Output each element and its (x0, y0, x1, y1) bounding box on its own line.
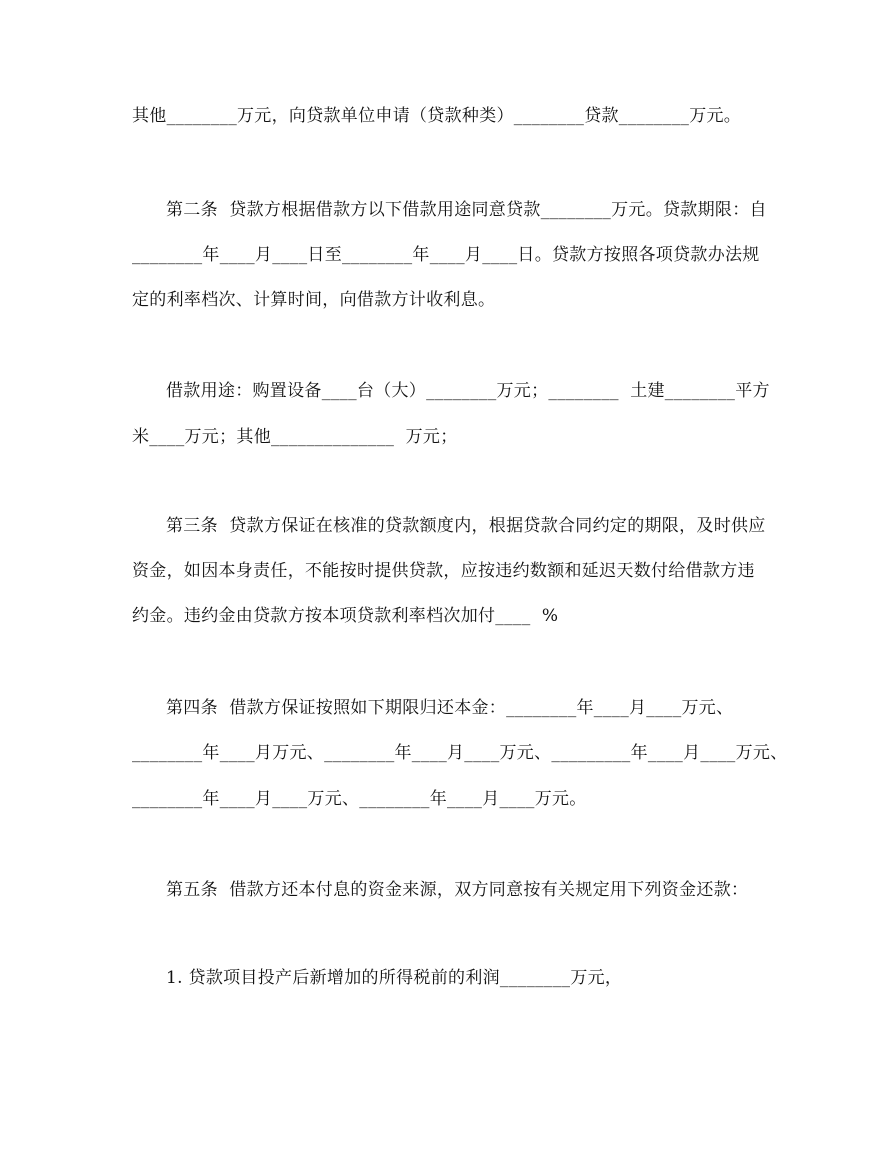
article-4-heading-line: 第四条 借款方保证按照如下期限归还本金：________年____月____万元、 (166, 698, 734, 718)
text-line: ________年____月万元、________年____月____万元、_________年____月____万元、 (132, 743, 788, 763)
text-line: 其他________万元，向贷款单位申请（贷款种类）________贷款________万元。 (132, 106, 742, 126)
text-line: ________年____月____万元、________年____月____万元。 (132, 789, 587, 809)
text-line: 定的利率档次、计算时间，向借款方计收利息。 (132, 290, 496, 310)
article-5-heading-line: 第五条 借款方还本付息的资金来源，双方同意按有关规定用下列资金还款： (166, 880, 749, 900)
text-line: 约金。违约金由贷款方按本项贷款利率档次加付____ % (132, 606, 559, 626)
text-line: ________年____月____日至________年____月____日。贷款方按照各项贷款办法规 (132, 245, 760, 265)
list-item: 1. 贷款项目投产后新增加的所得税前的利润________万元， (166, 968, 623, 988)
text-line: 米____万元；其他______________ 万元； (132, 427, 458, 447)
text-line: 资金，如因本身责任，不能按时提供贷款，应按违约数额和延迟天数付给借款方违 (132, 561, 755, 581)
article-3-heading-line: 第三条 贷款方保证在核准的贷款额度内，根据贷款合同约定的期限，及时供应 (166, 516, 766, 536)
article-2-heading-line: 第二条 贷款方根据借款方以下借款用途同意贷款________万元。贷款期限：自 (166, 200, 767, 220)
loan-purpose-line: 借款用途：购置设备____台（大）________万元；________ 土建________平方 (166, 381, 770, 401)
